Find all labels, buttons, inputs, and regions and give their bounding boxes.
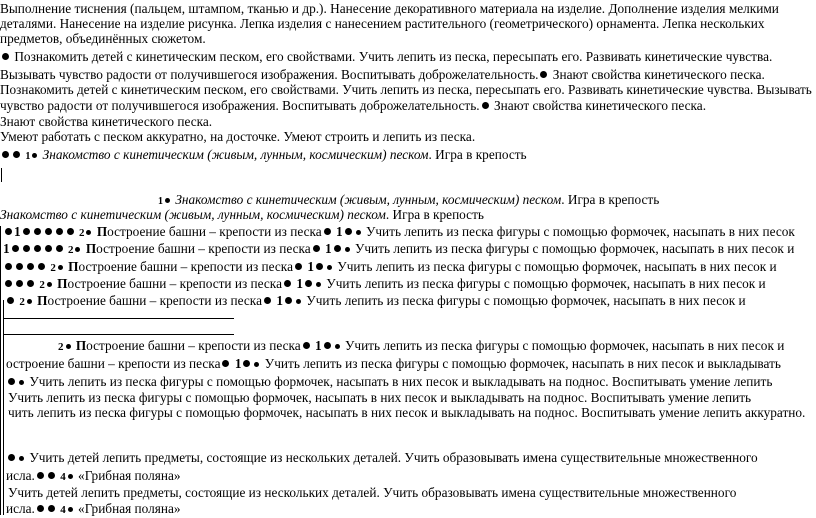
topic-subtitle: . Игра в крепость xyxy=(385,207,484,222)
bullet-icon xyxy=(5,263,12,270)
bullet-icon xyxy=(356,230,361,235)
bullet-icon xyxy=(334,245,341,252)
bullet-icon xyxy=(5,228,12,235)
bullet-icon xyxy=(27,263,34,270)
bullet-icon xyxy=(8,454,15,461)
bullet-icon xyxy=(75,247,80,252)
bullet-icon xyxy=(66,344,71,349)
left-rule xyxy=(1,168,2,182)
goal-text: Учить лепить из песка фигуры с помощью формочек, насыпать в них песок и xyxy=(344,338,785,353)
lesson-number: 1 xyxy=(314,338,322,353)
bullet-icon xyxy=(67,228,74,235)
goal-line: чить лепить из песка фигуры с помощью формочек, насыпать в них песок и выкладывать на поднос. Воспитывать умение лепить аккуратно. xyxy=(8,405,806,420)
bullet-icon xyxy=(27,299,32,304)
goal-text: Вызывать чувство радости от получившегося изображения. Воспитывать доброжелательность. xyxy=(0,67,539,82)
goal-text: Учить лепить из песка фигуры с помощью формочек, насыпать в них песок и выкладывать xyxy=(264,356,781,371)
bullet-icon xyxy=(38,263,45,270)
bullet-icon xyxy=(19,456,24,461)
bullet-icon xyxy=(13,151,20,158)
bullet-icon xyxy=(56,245,63,252)
topic-initial: П xyxy=(57,276,68,291)
lesson-number: 2 xyxy=(67,244,74,256)
bullet-icon xyxy=(305,280,312,287)
topic-initial: П xyxy=(37,293,48,308)
bullet-icon xyxy=(222,360,229,367)
topic-subtitle: . Игра в крепость xyxy=(428,147,527,162)
bullet-icon xyxy=(23,245,30,252)
lesson-number: 2 xyxy=(50,262,56,274)
topic-initial: П xyxy=(68,259,79,274)
bullet-icon xyxy=(48,505,55,512)
left-rule xyxy=(0,226,1,515)
bullet-icon xyxy=(243,360,250,367)
goal-line: Учить детей лепить предметы, состоящие из нескольких деталей. Учить образовывать имена существительные множественного xyxy=(8,485,737,500)
bullet-icon xyxy=(34,228,41,235)
bullet-icon xyxy=(285,297,292,304)
text-line: предметов, объединённых сюжетом. xyxy=(0,31,206,46)
goal-line xyxy=(0,67,765,82)
goal-text: Познакомить детей с кинетическим песком, его свойствами. Учить лепить из песка, пересыпать его. Развивать кинетические чувства. xyxy=(14,49,773,64)
topic-line xyxy=(3,241,794,258)
lesson-number: 1 xyxy=(324,241,332,256)
bullet-icon xyxy=(23,228,30,235)
topic-title: «Грибная поляна» xyxy=(78,468,181,483)
topic-title: остроение башни – крепости из песка xyxy=(67,276,282,291)
goal-text: Учить детей лепить предметы, состоящие из нескольких деталей. Учить образовывать имена существительные множественного xyxy=(29,450,758,465)
bullet-icon xyxy=(327,265,332,270)
bullet-icon xyxy=(16,263,23,270)
goal-line xyxy=(0,98,706,113)
bullet-icon xyxy=(295,263,302,270)
bullet-icon xyxy=(345,228,352,235)
lesson-number: 1 xyxy=(307,259,314,274)
bullet-icon xyxy=(45,245,52,252)
separator-line xyxy=(4,318,234,319)
bullet-icon xyxy=(45,228,52,235)
bullet-icon xyxy=(303,342,310,349)
topic-initial: П xyxy=(96,224,108,239)
goal-line xyxy=(0,49,772,64)
text-line: Выполнение тиснения (пальцем, штампом, тканью и др.). Нанесение декоративного материала на изделие. Дополнение изделия мелкими xyxy=(0,1,779,16)
lesson-number: 1 xyxy=(3,241,10,256)
bullet-icon xyxy=(58,265,63,270)
lesson-number: 1 xyxy=(14,224,21,239)
topic-line xyxy=(3,259,777,276)
topic-line xyxy=(6,356,781,371)
bullet-icon xyxy=(7,297,14,304)
goal-text: Знают свойства кинетического песка. xyxy=(493,98,707,113)
topic-title: остроение башни – крепости из песка xyxy=(6,356,221,371)
topic-line xyxy=(0,147,527,164)
topic-line xyxy=(0,207,484,222)
bullet-icon xyxy=(345,247,350,252)
topic-title: остроение башни – крепости из песка xyxy=(107,224,322,239)
bullet-icon xyxy=(254,362,259,367)
topic-line xyxy=(58,338,784,355)
bullet-icon xyxy=(19,380,24,385)
bullet-icon xyxy=(68,474,73,479)
bullet-icon xyxy=(264,297,271,304)
separator-line xyxy=(4,334,234,335)
goal-line xyxy=(6,468,181,485)
bullet-icon xyxy=(68,507,73,512)
lesson-number: 1 xyxy=(234,356,242,371)
topic-title: Знакомство с кинетическим (живым, лунным, космическим) песком xyxy=(0,207,386,222)
bullet-icon xyxy=(324,342,331,349)
bullet-icon xyxy=(335,344,340,349)
topic-title: Знакомство с кинетическим (живым, лунным, космическим) песком xyxy=(175,192,562,207)
goal-text: исла. xyxy=(6,468,35,483)
bullet-icon xyxy=(47,282,52,287)
bullet-icon xyxy=(313,245,320,252)
goal-text: исла. xyxy=(6,501,35,516)
topic-line xyxy=(3,224,795,241)
topic-title: остроение башни – крепости из песка xyxy=(96,241,311,256)
goal-line: Учить лепить из песка фигуры с помощью формочек, насыпать в них песок и выкладывать на поднос. Воспитывать умение лепить xyxy=(8,390,752,405)
goal-text: чувство радости от получившегося изображения. Воспитывать доброжелательность. xyxy=(0,98,480,113)
bullet-icon xyxy=(16,280,23,287)
topic-title: остроение башни – крепости из песка xyxy=(47,293,262,308)
bullet-icon xyxy=(316,282,321,287)
bullet-icon xyxy=(5,280,12,287)
bullet-icon xyxy=(56,228,63,235)
goal-text: Учить лепить из песка фигуры с помощью формочек, насыпать в них песок xyxy=(365,224,795,239)
lesson-number: 2 xyxy=(78,227,85,239)
topic-initial: П xyxy=(75,338,87,353)
bullet-icon xyxy=(32,153,37,158)
bullet-icon xyxy=(27,280,34,287)
goal-line: Знают свойства кинетического песка. xyxy=(0,114,213,129)
bullet-icon xyxy=(296,299,301,304)
bullet-icon xyxy=(86,230,91,235)
lesson-number: 2 xyxy=(58,341,64,353)
goal-text: Учить лепить из песка фигуры с помощью формочек, насыпать в них песок и xyxy=(337,259,777,274)
topic-title: остроение башни – крепости из песка xyxy=(86,338,301,353)
bullet-icon xyxy=(34,245,41,252)
bullet-icon xyxy=(12,245,19,252)
topic-initial: П xyxy=(85,241,97,256)
goal-line xyxy=(6,374,772,389)
topic-subtitle: . Игра в крепость xyxy=(561,192,660,207)
goal-text: Учить лепить из песка фигуры с помощью формочек, насыпать в них песок и выкладывать на поднос. Воспитывать умение лепить xyxy=(29,374,773,389)
topic-title: Знакомство с кинетическим (живым, лунным, космическим) песком xyxy=(42,147,429,162)
bullet-icon xyxy=(165,198,170,203)
goal-text: Знают свойства кинетического песка. xyxy=(552,67,765,82)
lesson-number: 4 xyxy=(60,504,66,516)
lesson-number: 1 xyxy=(296,276,303,291)
lesson-number: 2 xyxy=(19,296,25,308)
text-line: деталями. Нанесение на изделие рисунка. Лепка изделия с нанесением растительного (геометрического) орнамента. Лепка нескольких xyxy=(0,16,765,31)
goal-line: Познакомить детей с кинетическим песком, его свойствами. Учить лепить из песка, пересыпать его. Развивать кинетические чувства. Вызывать xyxy=(0,82,812,97)
goal-line: Умеют работать с песком аккуратно, на досточке. Умеют строить и лепить из песка. xyxy=(0,129,476,144)
bullet-icon xyxy=(324,228,331,235)
goal-line xyxy=(6,450,758,465)
lesson-number: 1 xyxy=(276,293,283,308)
bullet-icon xyxy=(37,472,44,479)
lesson-number: 1 xyxy=(25,151,31,162)
left-rule xyxy=(3,300,4,515)
lesson-number: 2 xyxy=(39,279,45,291)
topic-title: остроение башни – крепости из песка xyxy=(78,259,293,274)
bullet-icon xyxy=(284,280,291,287)
bullet-icon xyxy=(482,102,489,109)
bullet-icon xyxy=(37,505,44,512)
goal-text: Учить лепить из песка фигуры с помощью формочек, насыпать в них песок и xyxy=(354,241,795,256)
bullet-icon xyxy=(2,53,9,60)
bullet-icon xyxy=(540,71,547,78)
lesson-number: 1 xyxy=(335,224,343,239)
topic-line xyxy=(3,276,766,293)
goal-line xyxy=(6,501,181,518)
lesson-number: 1 xyxy=(158,196,163,207)
goal-text: Учить лепить из песка фигуры с помощью формочек, насыпать в них песок и xyxy=(326,276,766,291)
lesson-number: 4 xyxy=(60,471,66,483)
bullet-icon xyxy=(48,472,55,479)
bullet-icon xyxy=(2,151,9,158)
topic-title: «Грибная поляна» xyxy=(78,501,181,516)
bullet-icon xyxy=(316,263,323,270)
topic-line xyxy=(5,293,746,310)
goal-text: Учить лепить из песка фигуры с помощью формочек, насыпать в них песок и xyxy=(306,293,746,308)
bullet-icon xyxy=(8,378,15,385)
